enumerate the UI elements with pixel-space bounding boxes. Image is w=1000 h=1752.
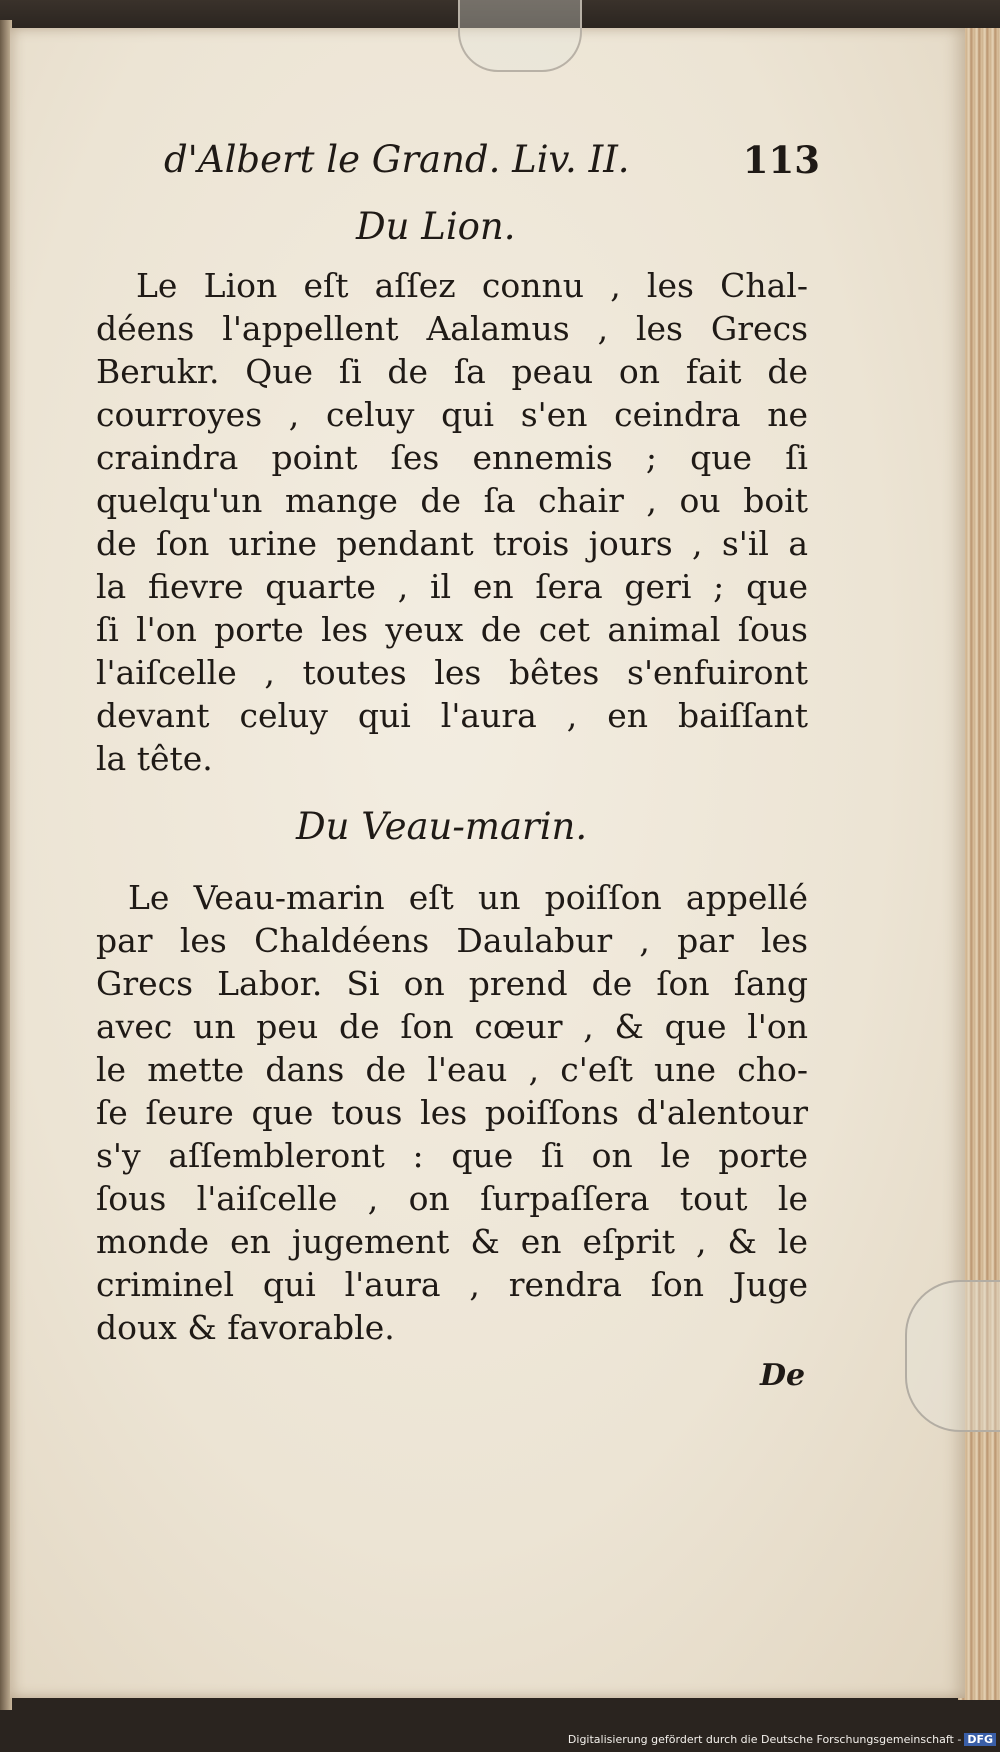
text-line: avec un peu de ſon cœur , & que l'on	[96, 1007, 808, 1046]
text-line: la tête.	[96, 739, 213, 778]
text-line: de ſon urine pendant trois jours , s'il a	[96, 524, 808, 563]
text-line: Berukr. Que ſi de ſa peau on fait de	[96, 352, 808, 391]
text-line: devant celuy qui l'aura , en baiſſant	[96, 696, 808, 735]
credit-text: Digitalisierung gefördert durch die Deutsche Forschungsgemeinschaft -	[567, 1733, 962, 1746]
text-line: s'y aſſembleront : que ſi on le porte	[96, 1136, 808, 1175]
right-clip	[905, 1280, 1000, 1432]
section-heading-lion: Du Lion.	[356, 205, 516, 248]
text-line: monde en jugement & en eſprit , & le	[96, 1222, 808, 1261]
running-head-title: d'Albert le Grand. Liv. II.	[164, 138, 630, 181]
dfg-logo: DFG	[964, 1733, 996, 1746]
text-line: la fievre quarte , il en ſera geri ; que	[96, 567, 808, 606]
page-number: 113	[742, 138, 820, 182]
text-line: Le Lion eſt aſſez connu , les Chal-	[136, 266, 808, 305]
text-line: l'aiſcelle , toutes les bêtes s'enfuiront	[96, 653, 808, 692]
digitization-credit	[568, 1733, 996, 1746]
text-line: par les Chaldéens Daulabur , par les	[96, 921, 808, 960]
text-line: doux & favorable.	[96, 1308, 395, 1347]
text-line: ſous l'aiſcelle , on ſurpaſſera tout le	[96, 1179, 808, 1218]
text-line: craindra point ſes ennemis ; que ſi	[96, 438, 808, 477]
text-line: le mette dans de l'eau , c'eſt une cho-	[96, 1050, 808, 1089]
catchword: De	[760, 1358, 806, 1393]
text-line: criminel qui l'aura , rendra ſon Juge	[96, 1265, 808, 1304]
running-head	[160, 138, 820, 190]
text-line: quelqu'un mange de ſa chair , ou boit	[96, 481, 808, 520]
text-line: ſe ſeure que tous les poiſſons d'alentour	[96, 1093, 808, 1132]
text-line: Le Veau-marin eſt un poiſſon appellé	[128, 878, 808, 917]
text-line: déens l'appellent Aalamus , les Grecs	[96, 309, 808, 348]
section-heading-veau-marin: Du Veau-marin.	[296, 805, 588, 848]
top-clip	[458, 0, 582, 72]
text-line: courroyes , celuy qui s'en ceindra ne	[96, 395, 808, 434]
text-line: Grecs Labor. Si on prend de ſon ſang	[96, 964, 808, 1003]
text-line: ſi l'on porte les yeux de cet animal ſous	[96, 610, 808, 649]
